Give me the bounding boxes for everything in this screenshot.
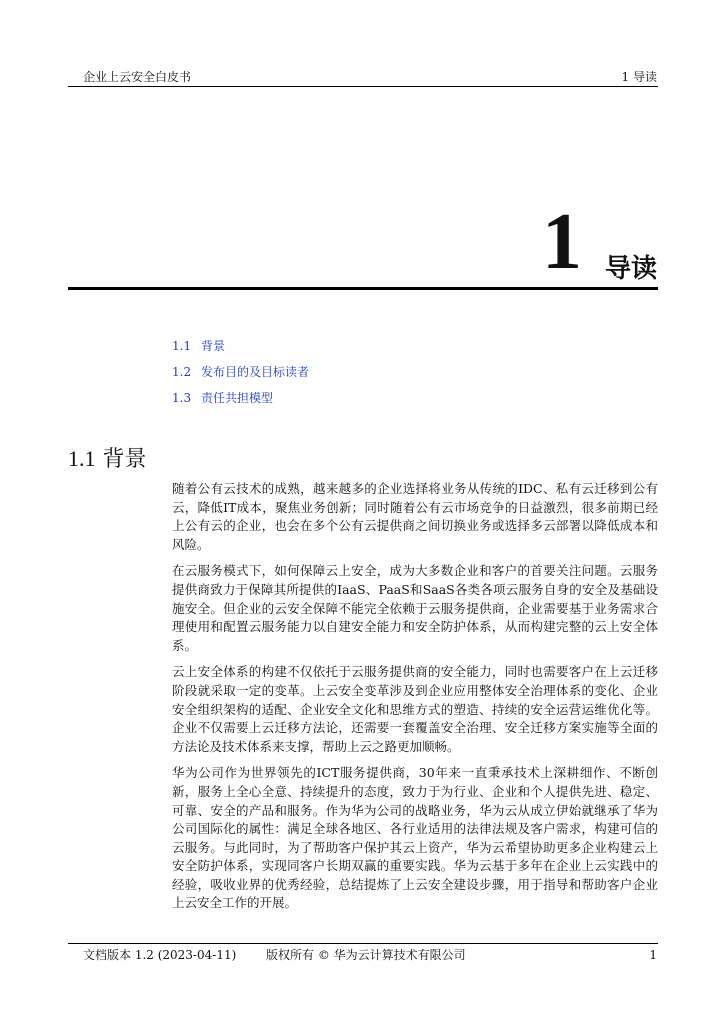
- section-title: 背景: [102, 447, 147, 472]
- header-section: 1 导读: [621, 70, 657, 84]
- footer-rule: [68, 943, 658, 944]
- header-doc-title: 企业上云安全白皮书: [83, 70, 192, 84]
- table-of-contents: [172, 338, 309, 416]
- paragraph: 在云服务模式下，如何保障云上安全，成为大多数企业和客户的首要关注问题。云服务提供商致力于保障其所提供的IaaS、PaaS和SaaS各类各项云服务自身的安全及基础设施安全。但企业的云安全保障不能完全依赖于云服务提供商，企业需要基于业务需求合理使用和配置云服务能力以自建安全能力和安全防护体系，从而构建完整的云上安全体系。: [172, 563, 658, 653]
- toc-link-1-2[interactable]: [172, 364, 309, 390]
- body-text: [172, 480, 658, 921]
- toc-link-1-1[interactable]: [172, 338, 309, 364]
- paragraph: 随着公有云技术的成熟，越来越多的企业选择将业务从传统的IDC、私有云迁移到公有云，降低IT成本，聚焦业务创新；同时随着公有云市场竞争的日益激烈，很多前期已经上公有云的企业，也会在多个公有云提供商之间切换业务或选择多云部署以降低成本和风险。: [172, 481, 658, 552]
- section-number: 1.1: [68, 446, 96, 471]
- footer-version: 文档版本 1.2 (2023-04-11): [83, 948, 237, 962]
- toc-label: 发布目的及目标读者: [201, 365, 310, 379]
- toc-number: 1.2: [172, 365, 192, 379]
- footer-copyright: 版权所有 © 华为云计算技术有限公司: [266, 948, 466, 962]
- toc-label: 背景: [201, 339, 226, 353]
- chapter-number: 1: [542, 198, 582, 286]
- header-rule: [68, 86, 658, 87]
- paragraph: 华为公司作为世界领先的ICT服务提供商，30年来一直秉承技术上深耕细作、不断创新，服务上全心全意、持续提升的态度，致力于为行业、企业和个人提供先进、稳定、可靠、安全的产品和服务。作为华为公司的战略业务，华为云从成立伊始就继承了华为公司国际化的属性：满足全球各地区、各行业适用的法律法规及客户需求，构建可信的云服务。与此同时，为了帮助客户保护其云上资产，华为云希望协助更多企业构建云上安全防护体系，实现同客户长期双赢的重要实践。华为云基于多年在企业上云实践中的经验，吸收业界的优秀经验，总结提炼了上云安全建设步骤，用于指导和帮助客户企业上云安全工作的开展。: [172, 765, 658, 911]
- toc-number: 1.3: [172, 391, 192, 405]
- chapter-title: 导读: [604, 254, 657, 284]
- section-heading: [68, 445, 147, 474]
- toc-number: 1.1: [172, 339, 192, 353]
- paragraph: 云上安全体系的构建不仅依托于云服务提供商的安全能力，同时也需要客户在上云迁移阶段就采取一定的变革。上云安全变革涉及到企业应用整体安全治理体系的变化、企业安全组织架构的适配、企业安全文化和思维方式的塑造、持续的安全运营运维优化等。企业不仅需要上云迁移方法论，还需要一套覆盖安全治理、安全迁移方案实施等全面的方法论及技术体系来支撑，帮助上云之路更加顺畅。: [172, 664, 658, 754]
- chapter-rule: [68, 287, 658, 290]
- footer-page-number: 1: [649, 948, 657, 962]
- toc-link-1-3[interactable]: [172, 390, 309, 416]
- toc-label: 责任共担模型: [201, 391, 274, 405]
